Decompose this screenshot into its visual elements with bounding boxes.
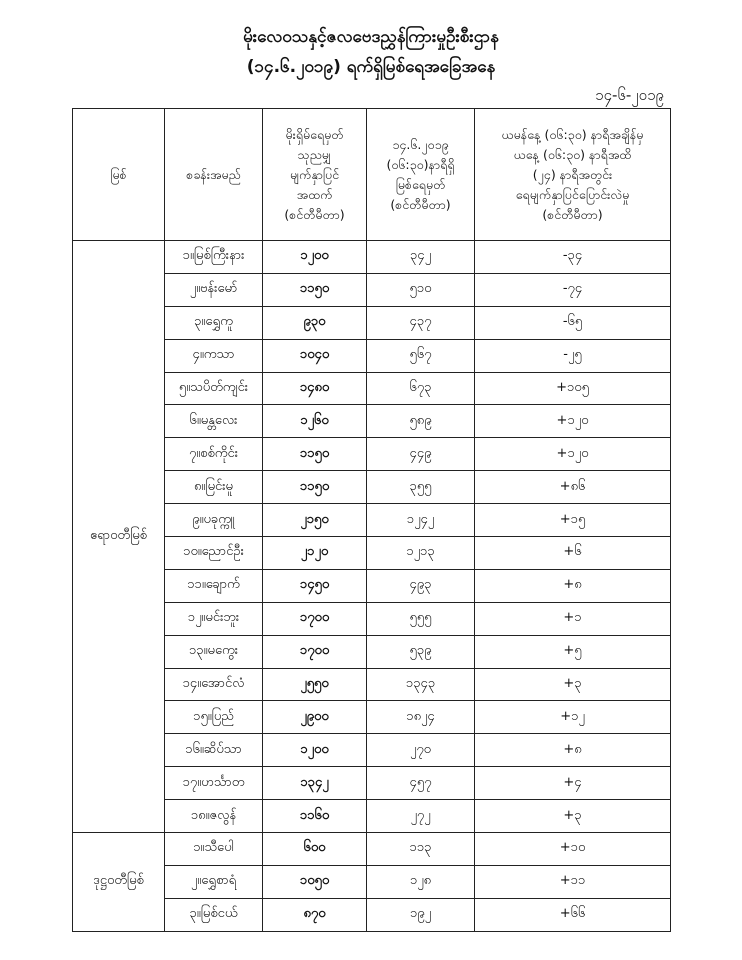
station-name-cell: ၂။ရွှေစာရံ — [165, 865, 263, 898]
table-row — [73, 833, 671, 866]
table-body — [73, 241, 671, 932]
station-name-cell: ၁၅။ပြည် — [165, 701, 263, 734]
danger-level-cell: ၁၁၅၀ — [263, 438, 367, 471]
level-change-cell: -၂၅ — [475, 339, 671, 372]
level-change-cell: +၃ — [475, 668, 671, 701]
station-column-header: စခန်းအမည် — [165, 109, 263, 241]
danger-level-cell: ၁၂၀၀ — [263, 241, 367, 274]
current-level-cell: ၅၃၉ — [367, 635, 475, 668]
current-level-cell: ၁၉၂ — [367, 898, 475, 931]
current-level-cell: ၃၄၂ — [367, 241, 475, 274]
station-name-cell: ၂။ဗန်းမော် — [165, 273, 263, 306]
danger-level-cell: ၁၁၅၀ — [263, 471, 367, 504]
current-level-cell: ၁၁၃ — [367, 833, 475, 866]
danger-level-cell: ၁၇၀၀ — [263, 635, 367, 668]
table-row — [73, 241, 671, 274]
station-name-cell: ၁၄။အောင်လံ — [165, 668, 263, 701]
danger-level-cell: ၈၇၀ — [263, 898, 367, 931]
station-name-cell: ၅။သပိတ်ကျင်း — [165, 372, 263, 405]
station-name-cell: ၆။မန္တလေး — [165, 405, 263, 438]
current-header-line: (စင်တီမီတာ) — [390, 196, 451, 212]
level-change-cell: +၆ — [475, 537, 671, 570]
station-name-cell: ၉။ပခုက္ကူ — [165, 504, 263, 537]
danger-level-cell: ၁၃၄၂ — [263, 767, 367, 800]
level-change-cell: +၈၆ — [475, 471, 671, 504]
station-name-cell: ၁၈။ဇလွန် — [165, 800, 263, 833]
river-column-header: မြစ် — [73, 109, 165, 241]
river-level-table — [72, 108, 671, 932]
level-change-cell: +၁၀၅ — [475, 372, 671, 405]
level-change-cell: +၅ — [475, 635, 671, 668]
level-change-cell: +၁၂ — [475, 701, 671, 734]
danger-header-line: မိုးရှိမ်ရေမှတ် — [285, 126, 344, 142]
station-name-cell: ၈။မြင်းမူ — [165, 471, 263, 504]
level-change-cell: +၁၂၀ — [475, 438, 671, 471]
level-change-cell: +၁ — [475, 602, 671, 635]
level-change-cell: -၃၄ — [475, 241, 671, 274]
current-header-line: (၀၆:၃၀)နာရီရှိ — [386, 156, 455, 172]
report-subtitle: (၁၄.၆.၂၀၁၉) ရက်ရှိမြစ်ရေအခြေအနေ — [246, 57, 496, 77]
current-level-cell: ၅၈၉ — [367, 405, 475, 438]
level-change-cell: +၈ — [475, 569, 671, 602]
current-level-cell: ၅၁၀ — [367, 273, 475, 306]
current-level-cell: ၁၃၄၃ — [367, 668, 475, 701]
change-header-line: (၂၄) နာရီအတွင်း — [532, 166, 613, 182]
station-name-cell: ၁၃။မကွေး — [165, 635, 263, 668]
current-level-cell: ၁၈၂၄ — [367, 701, 475, 734]
current-level-cell: ၄၃၇ — [367, 306, 475, 339]
danger-level-cell: ၁၁၅၀ — [263, 273, 367, 306]
change-header-line: (စင်တီမီတာ) — [542, 206, 603, 222]
station-name-cell: ၁။မြစ်ကြီးနား — [165, 241, 263, 274]
danger-level-column-header — [263, 109, 367, 241]
station-name-cell: ၁။သီပေါ — [165, 833, 263, 866]
change-header-line: ရေမျက်နှာပြင်ပြောင်းလဲမှု — [515, 186, 630, 202]
danger-header-line: အထက် — [296, 186, 333, 202]
table-header-row — [73, 109, 671, 241]
level-change-cell: +၃ — [475, 800, 671, 833]
station-name-cell: ၇။စစ်ကိုင်း — [165, 438, 263, 471]
station-name-cell: ၁၇။ဟင်္သာတ — [165, 767, 263, 800]
level-change-cell: -၇၄ — [475, 273, 671, 306]
danger-level-cell: ၁၇၀၀ — [263, 602, 367, 635]
danger-level-cell: ၁၂၀၀ — [263, 734, 367, 767]
current-level-cell: ၂၇၀ — [367, 734, 475, 767]
report-date: ၁၄-၆-၂၀၁၉ — [595, 86, 664, 104]
station-name-cell: ၃။မြစ်ငယ် — [165, 898, 263, 931]
danger-level-cell: ၉၃၀ — [263, 306, 367, 339]
danger-header-line: သုညမျှ — [297, 146, 332, 162]
danger-level-cell: ၂၅၅၀ — [263, 668, 367, 701]
current-level-cell: ၅၅၅ — [367, 602, 475, 635]
current-level-cell: ၃၅၅ — [367, 471, 475, 504]
level-change-cell: +၁၁ — [475, 865, 671, 898]
danger-header-line: (စင်တီမီတာ) — [284, 206, 345, 222]
danger-level-cell: ၁၀၅၀ — [263, 865, 367, 898]
station-name-cell: ၁၂။မင်းဘူး — [165, 602, 263, 635]
level-change-cell: +၆၆ — [475, 898, 671, 931]
level-change-cell: +၈ — [475, 734, 671, 767]
danger-level-cell: ၁၄၅၀ — [263, 569, 367, 602]
danger-level-cell: ၁၂၆၀ — [263, 405, 367, 438]
station-name-cell: ၁၁။ချောက် — [165, 569, 263, 602]
station-name-cell: ၁၆။ဆိပ်သာ — [165, 734, 263, 767]
river-name-cell: ဒုဋ္ဌဝတီမြစ် — [73, 833, 165, 932]
change-header-line: ယနေ့ (၀၆:၃၀) နာရီအထိ — [513, 146, 632, 162]
station-name-cell: ၁၀။ညောင်ဦး — [165, 537, 263, 570]
current-level-cell: ၅၆၇ — [367, 339, 475, 372]
change-column-header — [475, 109, 671, 241]
current-level-cell: ၄၅၇ — [367, 767, 475, 800]
danger-level-cell: ၂၉၀၀ — [263, 701, 367, 734]
current-level-cell: ၁၂၄၂ — [367, 504, 475, 537]
current-level-cell: ၂၇၂ — [367, 800, 475, 833]
current-level-cell: ၄၄၉ — [367, 438, 475, 471]
danger-level-cell: ၁၀၄၀ — [263, 339, 367, 372]
level-change-cell: +၁၀ — [475, 833, 671, 866]
level-change-cell: +၄ — [475, 767, 671, 800]
danger-level-cell: ၁၄၈၀ — [263, 372, 367, 405]
current-header-line: မြစ်ရေမှတ် — [395, 176, 446, 192]
current-level-cell: ၆၇၃ — [367, 372, 475, 405]
danger-level-cell: ၁၁၆၀ — [263, 800, 367, 833]
station-name-cell: ၄။ကသာ — [165, 339, 263, 372]
change-header-line: ယမန်နေ့ (၀၆:၃၀) နာရီအချိန်မှ — [501, 126, 644, 142]
current-level-cell: ၄၉၃ — [367, 569, 475, 602]
danger-header-line: မျက်နှာပြင် — [289, 166, 340, 182]
danger-level-cell: ၂၁၂၀ — [263, 537, 367, 570]
report-title: မိုးလေဝသနှင့်ဇလဗေဒညွှန်ကြားမှုဦးစီးဌာန — [243, 27, 499, 47]
current-level-cell: ၁၂၈ — [367, 865, 475, 898]
danger-level-cell: ၂၁၅၀ — [263, 504, 367, 537]
current-level-cell: ၁၂၁၃ — [367, 537, 475, 570]
level-change-cell: -၆၅ — [475, 306, 671, 339]
level-change-cell: +၁၂၀ — [475, 405, 671, 438]
station-name-cell: ၃။ရွှေကူ — [165, 306, 263, 339]
level-change-cell: +၁၅ — [475, 504, 671, 537]
danger-level-cell: ၆၀၀ — [263, 833, 367, 866]
current-level-column-header — [367, 109, 475, 241]
river-name-cell: ဧရာဝတီမြစ် — [73, 241, 165, 833]
current-header-line: ၁၄.၆.၂၀၁၉ — [392, 136, 449, 152]
